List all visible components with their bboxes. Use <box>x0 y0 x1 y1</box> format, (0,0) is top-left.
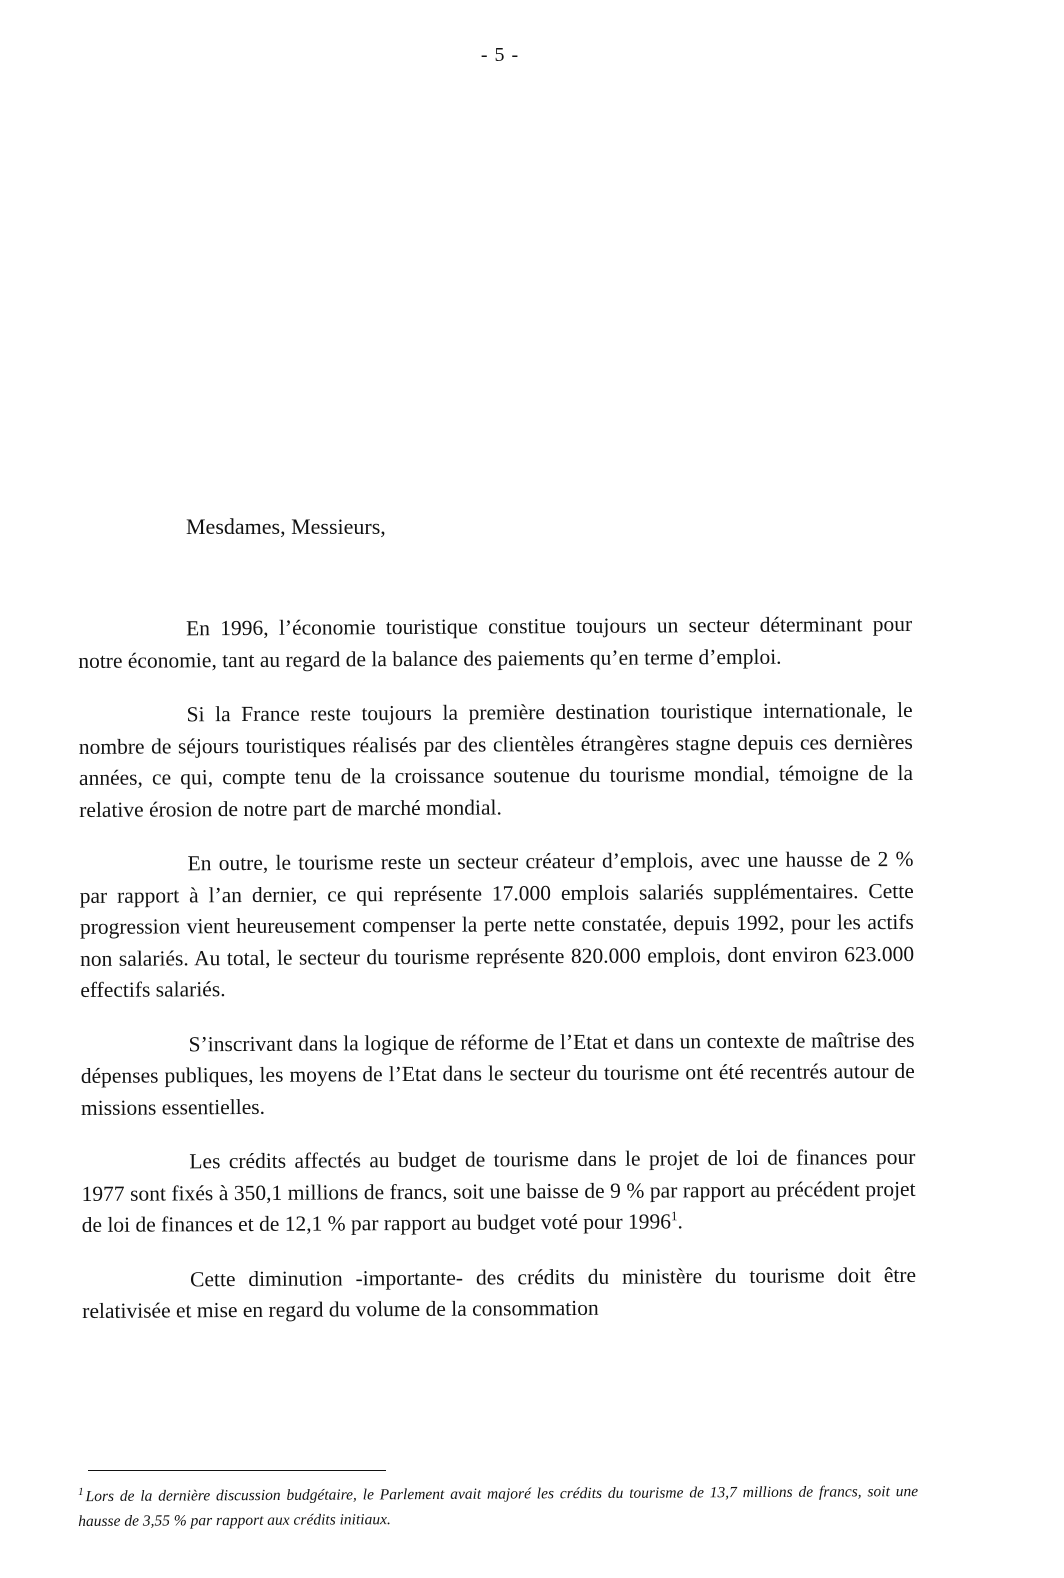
footnote-text: Lors de la dernière discussion budgétaire, le Parlement avait majoré les crédits du tourisme de 13,7 millions de francs, soit une hausse de 3,55 % par rapport aux crédits initiaux. <box>78 1483 919 1531</box>
paragraph-4 <box>81 1024 916 1124</box>
footnote-divider <box>88 1470 386 1471</box>
body-text <box>78 609 916 1351</box>
paragraph-1-text: En 1996, l’économie touristique constitue toujours un secteur déterminant pour notre économie, tant au regard de la balance des paiements qu’en terme d’emploi. <box>78 611 913 673</box>
salutation: Mesdames, Messieurs, <box>186 514 386 539</box>
paragraph-6-text: Cette diminution -importante- des crédits du ministère du tourisme doit être relativisée et mise en regard du volume de la consommation <box>82 1262 917 1323</box>
paragraph-6 <box>82 1259 916 1327</box>
paragraph-1 <box>78 609 912 677</box>
paragraph-5 <box>81 1142 916 1242</box>
footnote-reference: 1 <box>670 1208 678 1224</box>
footnote-mark: 1 <box>78 1485 84 1498</box>
paragraph-3 <box>79 844 914 1007</box>
paragraph-5-text: Les crédits affectés au budget de tourisme dans le projet de loi de finances pour 1977 sont fixés à 350,1 millions de francs, soit une baisse de 9 % par rapport au précédent projet de loi de finances et de 12,1 % par rapport au budget voté pour 1996 <box>81 1144 916 1237</box>
paragraph-5-end: . <box>677 1209 683 1234</box>
footnote <box>78 1475 918 1534</box>
paragraph-4-text: S’inscrivant dans la logique de réforme de l’Etat et dans un contexte de maîtrise des dépenses publiques, les moyens de l’Etat dans le secteur du tourisme ont été recentrés autour de missions essentielles. <box>80 1027 915 1120</box>
page-number: - 5 - <box>480 44 520 66</box>
paragraph-2-text: Si la France reste toujours la première destination touristique internationale, le nombre de séjours touristiques réalisés par des clientèles étrangères stagne depuis ces dernières années, ce qui, compte tenu de la croissance soutenue du tourisme mondial, témoigne de la relative érosion de notre part de marché mondial. <box>78 697 914 822</box>
paragraph-3-text: En outre, le tourisme reste un secteur créateur d’emplois, avec une hausse de 2 % par rapport à l’an dernier, ce qui représente 17.000 emplois salariés supplémentaires. Cette progression vient heureusement compenser la perte nette constatée, depuis 1992, pour les actifs non salariés. Au total, le secteur du tourisme représente 820.000 emplois, dont environ 623.000 effectifs salariés. <box>79 846 915 1002</box>
paragraph-2 <box>79 695 914 826</box>
